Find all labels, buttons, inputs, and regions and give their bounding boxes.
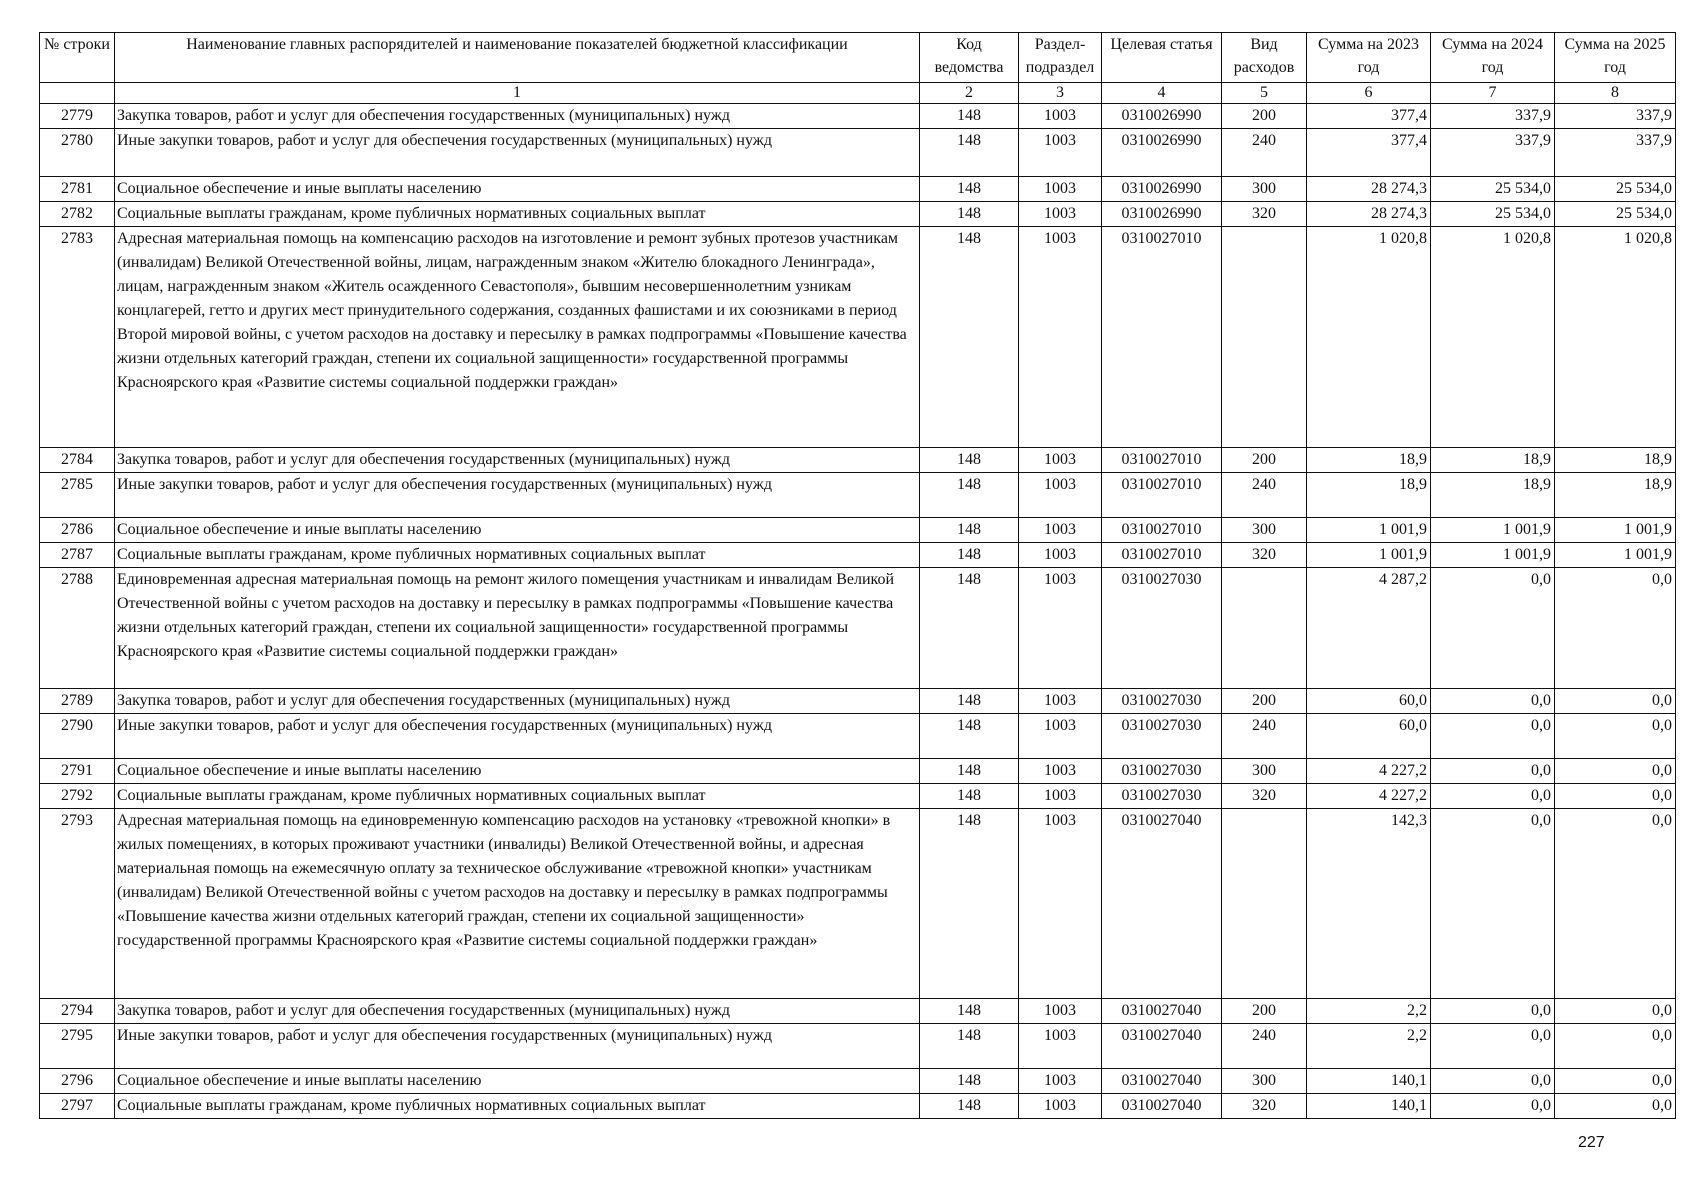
table-row xyxy=(40,568,1676,689)
department-code-cell: 148 xyxy=(920,1024,1019,1069)
target-article-cell: 0310026990 xyxy=(1102,104,1222,129)
budget-table xyxy=(39,32,1676,1119)
sum-2024-cell: 0,0 xyxy=(1431,759,1555,784)
target-article-cell: 0310027030 xyxy=(1102,568,1222,689)
row-number-cell: 2795 xyxy=(40,1024,115,1069)
target-article-cell: 0310026990 xyxy=(1102,129,1222,177)
department-code-cell: 148 xyxy=(920,809,1019,999)
subheader-cell: 6 xyxy=(1307,83,1431,104)
header-sum-2023: Сумма на 2023 год xyxy=(1307,33,1431,83)
row-number-cell: 2792 xyxy=(40,784,115,809)
header-section: Раздел-подраздел xyxy=(1019,33,1102,83)
target-article-cell: 0310027040 xyxy=(1102,1024,1222,1069)
section-code-cell: 1003 xyxy=(1019,999,1102,1024)
page-number: 227 xyxy=(1578,1134,1605,1151)
row-number-cell: 2786 xyxy=(40,518,115,543)
row-number-cell: 2790 xyxy=(40,714,115,759)
expense-type-cell: 320 xyxy=(1222,202,1307,227)
row-name-cell: Социальные выплаты гражданам, кроме публичных нормативных социальных выплат xyxy=(115,543,920,568)
department-code-cell: 148 xyxy=(920,714,1019,759)
expense-type-cell: 200 xyxy=(1222,448,1307,473)
sum-2025-cell: 25 534,0 xyxy=(1555,177,1676,202)
sum-2023-cell: 2,2 xyxy=(1307,999,1431,1024)
sum-2025-cell: 0,0 xyxy=(1555,1024,1676,1069)
subheader-cell: 8 xyxy=(1555,83,1676,104)
sum-2023-cell: 4 227,2 xyxy=(1307,759,1431,784)
sum-2024-cell: 25 534,0 xyxy=(1431,177,1555,202)
sum-2025-cell: 0,0 xyxy=(1555,809,1676,999)
sum-2023-cell: 140,1 xyxy=(1307,1094,1431,1119)
department-code-cell: 148 xyxy=(920,129,1019,177)
expense-type-cell: 300 xyxy=(1222,518,1307,543)
row-number-cell: 2783 xyxy=(40,227,115,448)
row-name-cell: Социальное обеспечение и иные выплаты населению xyxy=(115,177,920,202)
header-row-number: № строки xyxy=(40,33,115,83)
sum-2023-cell: 28 274,3 xyxy=(1307,177,1431,202)
table-row xyxy=(40,177,1676,202)
sum-2024-cell: 1 001,9 xyxy=(1431,518,1555,543)
sum-2023-cell: 2,2 xyxy=(1307,1024,1431,1069)
row-name-cell: Социальные выплаты гражданам, кроме публичных нормативных социальных выплат xyxy=(115,1094,920,1119)
section-code-cell: 1003 xyxy=(1019,568,1102,689)
sum-2024-cell: 0,0 xyxy=(1431,714,1555,759)
subheader-cell: 4 xyxy=(1102,83,1222,104)
sum-2025-cell: 18,9 xyxy=(1555,448,1676,473)
department-code-cell: 148 xyxy=(920,759,1019,784)
sum-2023-cell: 28 274,3 xyxy=(1307,202,1431,227)
section-code-cell: 1003 xyxy=(1019,227,1102,448)
target-article-cell: 0310027040 xyxy=(1102,1094,1222,1119)
target-article-cell: 0310027010 xyxy=(1102,543,1222,568)
header-sum-2024: Сумма на 2024 год xyxy=(1431,33,1555,83)
department-code-cell: 148 xyxy=(920,518,1019,543)
table-row xyxy=(40,759,1676,784)
target-article-cell: 0310027030 xyxy=(1102,784,1222,809)
row-name-cell: Закупка товаров, работ и услуг для обеспечения государственных (муниципальных) нужд xyxy=(115,448,920,473)
target-article-cell: 0310027040 xyxy=(1102,999,1222,1024)
row-name-cell: Закупка товаров, работ и услуг для обеспечения государственных (муниципальных) нужд xyxy=(115,999,920,1024)
table-row xyxy=(40,202,1676,227)
row-number-cell: 2788 xyxy=(40,568,115,689)
section-code-cell: 1003 xyxy=(1019,1024,1102,1069)
sum-2024-cell: 337,9 xyxy=(1431,104,1555,129)
section-code-cell: 1003 xyxy=(1019,689,1102,714)
expense-type-cell: 300 xyxy=(1222,177,1307,202)
row-name-cell: Закупка товаров, работ и услуг для обеспечения государственных (муниципальных) нужд xyxy=(115,104,920,129)
section-code-cell: 1003 xyxy=(1019,104,1102,129)
expense-type-cell: 240 xyxy=(1222,714,1307,759)
sum-2025-cell: 1 001,9 xyxy=(1555,518,1676,543)
section-code-cell: 1003 xyxy=(1019,714,1102,759)
target-article-cell: 0310027030 xyxy=(1102,689,1222,714)
header-expense-type: Вид расходов xyxy=(1222,33,1307,83)
expense-type-cell xyxy=(1222,568,1307,689)
row-number-cell: 2781 xyxy=(40,177,115,202)
section-code-cell: 1003 xyxy=(1019,473,1102,518)
department-code-cell: 148 xyxy=(920,999,1019,1024)
header-name: Наименование главных распорядителей и наименование показателей бюджетной классификации xyxy=(115,33,920,83)
table-row xyxy=(40,129,1676,177)
row-name-cell: Иные закупки товаров, работ и услуг для обеспечения государственных (муниципальных) нужд xyxy=(115,129,920,177)
row-name-cell: Социальное обеспечение и иные выплаты населению xyxy=(115,759,920,784)
table-body xyxy=(40,104,1676,1119)
budget-table-container xyxy=(39,32,1676,1119)
sum-2023-cell: 140,1 xyxy=(1307,1069,1431,1094)
expense-type-cell: 320 xyxy=(1222,1094,1307,1119)
header-target-article: Целевая статья xyxy=(1102,33,1222,83)
table-row xyxy=(40,1094,1676,1119)
expense-type-cell: 200 xyxy=(1222,689,1307,714)
row-name-cell: Адресная материальная помощь на единовременную компенсацию расходов на установку «тревожной кнопки» в жилых помещениях, в которых проживают участники (инвалиды) Великой Отечественной войны, и адресная материальная помощь на ежемесячную оплату за техническое обслуживание «тревожной кнопки» участникам (инвалидам) Великой Отечественной войны с учетом расходов на доставку и пересылку в рамках подпрограммы «Повышение качества жизни отдельных категорий граждан, степени их социальной защищенности» государственной программы Красноярского края «Развитие системы социальной поддержки граждан» xyxy=(115,809,920,999)
subheader-cell: 3 xyxy=(1019,83,1102,104)
row-number-cell: 2793 xyxy=(40,809,115,999)
row-name-cell: Закупка товаров, работ и услуг для обеспечения государственных (муниципальных) нужд xyxy=(115,689,920,714)
sum-2024-cell: 18,9 xyxy=(1431,473,1555,518)
row-name-cell: Иные закупки товаров, работ и услуг для обеспечения государственных (муниципальных) нужд xyxy=(115,1024,920,1069)
sum-2023-cell: 1 020,8 xyxy=(1307,227,1431,448)
target-article-cell: 0310027010 xyxy=(1102,518,1222,543)
table-row xyxy=(40,999,1676,1024)
department-code-cell: 148 xyxy=(920,202,1019,227)
sum-2025-cell: 1 020,8 xyxy=(1555,227,1676,448)
section-code-cell: 1003 xyxy=(1019,129,1102,177)
expense-type-cell: 200 xyxy=(1222,104,1307,129)
section-code-cell: 1003 xyxy=(1019,177,1102,202)
subheader-cell: 7 xyxy=(1431,83,1555,104)
table-row xyxy=(40,104,1676,129)
sum-2023-cell: 60,0 xyxy=(1307,689,1431,714)
sum-2024-cell: 0,0 xyxy=(1431,689,1555,714)
table-row xyxy=(40,518,1676,543)
row-name-cell: Иные закупки товаров, работ и услуг для обеспечения государственных (муниципальных) нужд xyxy=(115,714,920,759)
table-row xyxy=(40,448,1676,473)
department-code-cell: 148 xyxy=(920,177,1019,202)
section-code-cell: 1003 xyxy=(1019,784,1102,809)
sum-2025-cell: 0,0 xyxy=(1555,689,1676,714)
department-code-cell: 148 xyxy=(920,568,1019,689)
sum-2024-cell: 0,0 xyxy=(1431,1024,1555,1069)
table-row xyxy=(40,543,1676,568)
department-code-cell: 148 xyxy=(920,784,1019,809)
sum-2023-cell: 142,3 xyxy=(1307,809,1431,999)
sum-2024-cell: 0,0 xyxy=(1431,1069,1555,1094)
row-number-cell: 2796 xyxy=(40,1069,115,1094)
sum-2023-cell: 18,9 xyxy=(1307,448,1431,473)
target-article-cell: 0310027010 xyxy=(1102,448,1222,473)
row-number-cell: 2779 xyxy=(40,104,115,129)
sum-2025-cell: 0,0 xyxy=(1555,784,1676,809)
sum-2024-cell: 0,0 xyxy=(1431,999,1555,1024)
table-row xyxy=(40,1069,1676,1094)
department-code-cell: 148 xyxy=(920,1069,1019,1094)
row-name-cell: Единовременная адресная материальная помощь на ремонт жилого помещения участникам и инвалидам Великой Отечественной войны с учетом расходов на доставку и пересылку в рамках подпрограммы «Повышение качества жизни отдельных категорий граждан, степени их социальной защищенности» государственной программы Красноярского края «Развитие системы социальной поддержки граждан» xyxy=(115,568,920,689)
subheader-cell: 1 xyxy=(115,83,920,104)
section-code-cell: 1003 xyxy=(1019,759,1102,784)
target-article-cell: 0310027030 xyxy=(1102,759,1222,784)
row-name-cell: Социальное обеспечение и иные выплаты населению xyxy=(115,1069,920,1094)
sum-2023-cell: 18,9 xyxy=(1307,473,1431,518)
table-header xyxy=(40,33,1676,104)
table-row xyxy=(40,227,1676,448)
sum-2023-cell: 377,4 xyxy=(1307,104,1431,129)
sum-2025-cell: 0,0 xyxy=(1555,999,1676,1024)
sum-2023-cell: 1 001,9 xyxy=(1307,543,1431,568)
section-code-cell: 1003 xyxy=(1019,202,1102,227)
sum-2025-cell: 25 534,0 xyxy=(1555,202,1676,227)
expense-type-cell: 240 xyxy=(1222,473,1307,518)
expense-type-cell: 240 xyxy=(1222,129,1307,177)
subheader-cell: 5 xyxy=(1222,83,1307,104)
sum-2025-cell: 18,9 xyxy=(1555,473,1676,518)
subheader-cell: 2 xyxy=(920,83,1019,104)
row-name-cell: Адресная материальная помощь на компенсацию расходов на изготовление и ремонт зубных протезов участникам (инвалидам) Великой Отечественной войны, лицам, награжденным знаком «Жителю блокадного Ленинграда», лицам, награжденным знаком «Житель осажденного Севастополя», бывшим несовершеннолетним узникам концлагерей, гетто и других мест принудительного содержания, созданных фашистами и их союзниками в период Второй мировой войны, с учетом расходов на доставку и пересылку в рамках подпрограммы «Повышение качества жизни отдельных категорий граждан, степени их социальной защищенности» государственной программы Красноярского края «Развитие системы социальной поддержки граждан» xyxy=(115,227,920,448)
expense-type-cell: 300 xyxy=(1222,759,1307,784)
table-row xyxy=(40,689,1676,714)
target-article-cell: 0310027010 xyxy=(1102,227,1222,448)
sum-2025-cell: 0,0 xyxy=(1555,1094,1676,1119)
table-row xyxy=(40,1024,1676,1069)
sum-2023-cell: 4 287,2 xyxy=(1307,568,1431,689)
row-number-cell: 2784 xyxy=(40,448,115,473)
sum-2025-cell: 337,9 xyxy=(1555,104,1676,129)
sum-2023-cell: 60,0 xyxy=(1307,714,1431,759)
row-number-cell: 2797 xyxy=(40,1094,115,1119)
table-row xyxy=(40,473,1676,518)
row-number-cell: 2787 xyxy=(40,543,115,568)
section-code-cell: 1003 xyxy=(1019,518,1102,543)
table-row xyxy=(40,809,1676,999)
department-code-cell: 148 xyxy=(920,1094,1019,1119)
row-name-cell: Социальные выплаты гражданам, кроме публичных нормативных социальных выплат xyxy=(115,202,920,227)
row-number-cell: 2794 xyxy=(40,999,115,1024)
row-number-cell: 2789 xyxy=(40,689,115,714)
section-code-cell: 1003 xyxy=(1019,1094,1102,1119)
target-article-cell: 0310027010 xyxy=(1102,473,1222,518)
sum-2025-cell: 1 001,9 xyxy=(1555,543,1676,568)
sum-2025-cell: 0,0 xyxy=(1555,1069,1676,1094)
sum-2024-cell: 18,9 xyxy=(1431,448,1555,473)
sum-2023-cell: 4 227,2 xyxy=(1307,784,1431,809)
row-name-cell: Иные закупки товаров, работ и услуг для обеспечения государственных (муниципальных) нужд xyxy=(115,473,920,518)
target-article-cell: 0310027040 xyxy=(1102,1069,1222,1094)
section-code-cell: 1003 xyxy=(1019,543,1102,568)
sum-2024-cell: 0,0 xyxy=(1431,568,1555,689)
sum-2023-cell: 1 001,9 xyxy=(1307,518,1431,543)
section-code-cell: 1003 xyxy=(1019,809,1102,999)
sum-2024-cell: 337,9 xyxy=(1431,129,1555,177)
row-number-cell: 2782 xyxy=(40,202,115,227)
department-code-cell: 148 xyxy=(920,473,1019,518)
expense-type-cell: 320 xyxy=(1222,543,1307,568)
table-row xyxy=(40,784,1676,809)
row-name-cell: Социальное обеспечение и иные выплаты населению xyxy=(115,518,920,543)
section-code-cell: 1003 xyxy=(1019,448,1102,473)
header-sum-2025: Сумма на 2025 год xyxy=(1555,33,1676,83)
target-article-cell: 0310027040 xyxy=(1102,809,1222,999)
sum-2024-cell: 25 534,0 xyxy=(1431,202,1555,227)
sum-2023-cell: 377,4 xyxy=(1307,129,1431,177)
target-article-cell: 0310027030 xyxy=(1102,714,1222,759)
row-number-cell: 2780 xyxy=(40,129,115,177)
sum-2025-cell: 0,0 xyxy=(1555,714,1676,759)
row-number-cell: 2791 xyxy=(40,759,115,784)
header-department-code: Код ведомства xyxy=(920,33,1019,83)
expense-type-cell: 200 xyxy=(1222,999,1307,1024)
target-article-cell: 0310026990 xyxy=(1102,202,1222,227)
sum-2025-cell: 0,0 xyxy=(1555,568,1676,689)
sum-2024-cell: 1 020,8 xyxy=(1431,227,1555,448)
row-name-cell: Социальные выплаты гражданам, кроме публичных нормативных социальных выплат xyxy=(115,784,920,809)
subheader-empty xyxy=(40,83,115,104)
sum-2025-cell: 0,0 xyxy=(1555,759,1676,784)
department-code-cell: 148 xyxy=(920,543,1019,568)
target-article-cell: 0310026990 xyxy=(1102,177,1222,202)
expense-type-cell xyxy=(1222,227,1307,448)
sum-2024-cell: 1 001,9 xyxy=(1431,543,1555,568)
row-number-cell: 2785 xyxy=(40,473,115,518)
department-code-cell: 148 xyxy=(920,448,1019,473)
expense-type-cell: 320 xyxy=(1222,784,1307,809)
section-code-cell: 1003 xyxy=(1019,1069,1102,1094)
department-code-cell: 148 xyxy=(920,227,1019,448)
sum-2024-cell: 0,0 xyxy=(1431,809,1555,999)
sum-2024-cell: 0,0 xyxy=(1431,784,1555,809)
department-code-cell: 148 xyxy=(920,689,1019,714)
expense-type-cell: 300 xyxy=(1222,1069,1307,1094)
table-row xyxy=(40,714,1676,759)
expense-type-cell xyxy=(1222,809,1307,999)
expense-type-cell: 240 xyxy=(1222,1024,1307,1069)
department-code-cell: 148 xyxy=(920,104,1019,129)
sum-2024-cell: 0,0 xyxy=(1431,1094,1555,1119)
sum-2025-cell: 337,9 xyxy=(1555,129,1676,177)
